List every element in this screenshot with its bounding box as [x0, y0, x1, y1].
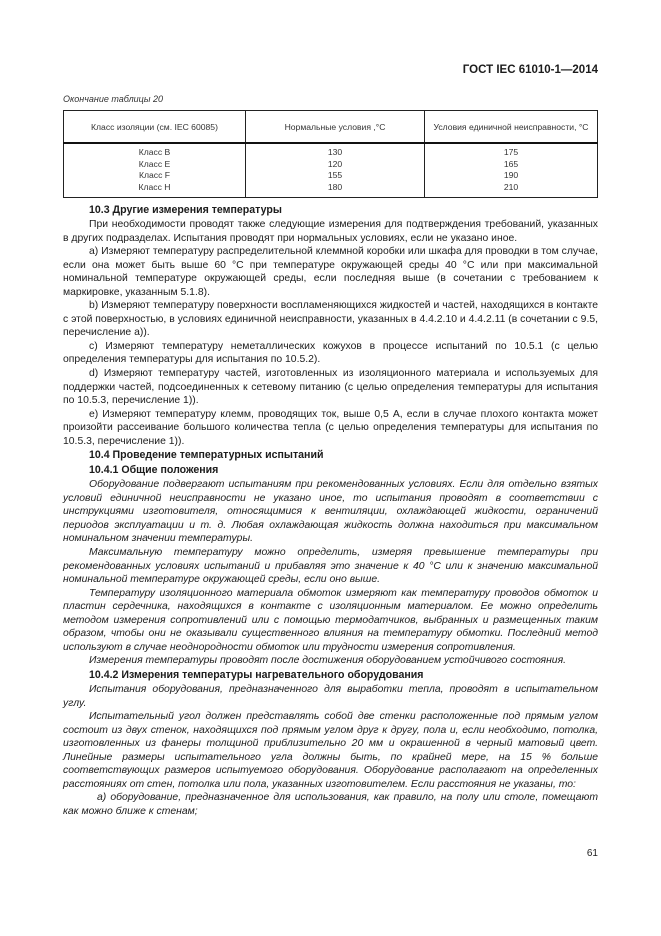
document-body [63, 203, 598, 818]
table-header-fault: Условия единичной неисправности, °С [425, 111, 598, 144]
table-cell: 155 [246, 170, 425, 182]
table-row [64, 170, 598, 182]
section-heading-10-4: 10.4 Проведение температурных испытаний [89, 449, 324, 462]
paragraph: Испытательный угол должен представлять собой две стенки расположенные под прямым углом состоит из двух стенок, находящихся под прямым углом друг к другу, пола и, если необходимо, потолка, изготовленных из фанеры толщиной приблизительно 20 мм и окрашенной в черный матовый цвет. Линейные размеры испытательного угла должны быть, по крайней мере, на 15 % больше соответствующих размеров испытуемого оборудования. Оборудование располагают на определенных расстояниях от стен, потолка или пола, указанных изготовителем. Если расстояния не указаны, то: [63, 711, 598, 790]
table-row [64, 143, 598, 159]
section-heading-10-4-1: 10.4.1 Общие положения [89, 464, 219, 477]
paragraph: Измерения температуры проводят после достижения оборудованием устойчивого состояния. [89, 655, 567, 667]
table-cell: 165 [425, 159, 598, 171]
table-header-class: Класс изоляции (см. IEC 60085) [64, 111, 246, 144]
section-heading-10-3: 10.3 Другие измерения температуры [89, 204, 282, 216]
table-cell: Класс Е [64, 159, 246, 171]
insulation-class-table [63, 110, 598, 198]
table-header-normal: Нормальные условия ,°С [246, 111, 425, 144]
list-item-a: а) оборудование, предназначенное для использования, как правило, на полу или столе, помещают как можно ближе к стенам; [63, 792, 598, 817]
paragraph: Испытания оборудования, предназначенного для выработки тепла, проводят в испытательном углу. [63, 683, 598, 709]
list-item-e: е) Измеряют температуру клемм, проводящих ток, выше 0,5 А, если в случае плохого контакта может произойти рассеивание большого количества тепла (с целью определения температуры для испытания по 10.5.3, перечисление 1)). [63, 408, 598, 447]
list-item-a: а) Измеряют температуру распределительной клеммной коробки или шкафа для проводки в том случае, если она может быть выше 60 °С при температуре окружающей среды 40 °С или при максимальной номинальной температуре окружающей среды, если последняя выше (в сочетании с требованием к маркировке, указанным 5.1.8). [63, 246, 598, 298]
list-item-c: с) Измеряют температуру неметаллических кожухов в процессе испытаний по 10.5.1 (с целью определения температуры для испытания по 10.5.2). [63, 340, 598, 366]
paragraph: Максимальную температуру можно определить, измеряя превышение температуры при рекомендованных условиях испытаний и прибавляя это значение к 40 °С или к значению максимальной номинальной температуре окружающей среды, если оно выше. [63, 547, 598, 586]
list-item-d: d) Измеряют температуру частей, изготовленных из изоляционного материала и используемых для поддержки частей, подсоединенных к сетевому питанию (с целью определения температуры для испытания по 10.5.3, перечисление 1)). [63, 368, 598, 407]
table-cell: 180 [246, 182, 425, 198]
table-cell: 175 [425, 143, 598, 159]
table-cell: 130 [246, 143, 425, 159]
page-number: 61 [586, 848, 598, 859]
table-cell: 210 [425, 182, 598, 198]
table-cell: Класс F [64, 170, 246, 182]
section-heading-10-4-2: 10.4.2 Измерения температуры нагревательного оборудования [89, 668, 424, 681]
table-cell: Класс Н [64, 182, 246, 198]
table-cell: 120 [246, 159, 425, 171]
table-row [64, 182, 598, 198]
document-header: ГОСТ IEC 61010-1—2014 [462, 64, 598, 76]
table-cell: 190 [425, 170, 598, 182]
paragraph: При необходимости проводят также следующие измерения для подтверждения требований, указанных в других подразделах. Испытания проводят при нормальных условиях, если не указано иное. [63, 219, 598, 244]
table-row [64, 159, 598, 171]
table-caption: Окончание таблицы 20 [63, 94, 163, 104]
list-item-b: b) Измеряют температуру поверхности воспламеняющихся жидкостей и частей, находящихся в контакте с этой поверхностью, в условиях единичной неисправности, указанных в 4.4.2.10 и 4.4.2.11 (в сочетании с 9.5, перечисление а)). [63, 300, 598, 339]
paragraph: Температуру изоляционного материала обмоток измеряют как температуру проводов обмоток и пластин сердечника, находящихся в контакте с изоляционным материалом. Ее можно определить методом измерения сопротивлений или с помощью термодатчиков, выбранных и размещенных таким образом, чтобы они не оказывали существенного влияния на температуру обмотки. Последний метод используют в случае неоднородности обмоток или трудности измерения сопротивления. [63, 587, 598, 653]
table-cell: Класс В [64, 143, 246, 159]
paragraph: Оборудование подвергают испытаниям при рекомендованных условиях. Если для отдельно взятых условий единичной неисправности не указано иное, то испытания проводят в соответствии с инструкциями изготовителя, относящимися к вентиляции, охлаждающей жидкости, ограничений периодов эксплуатации и т. д. Любая охлаждающая жидкость должна находиться при максимальном номинальном значении температуры. [63, 479, 598, 545]
